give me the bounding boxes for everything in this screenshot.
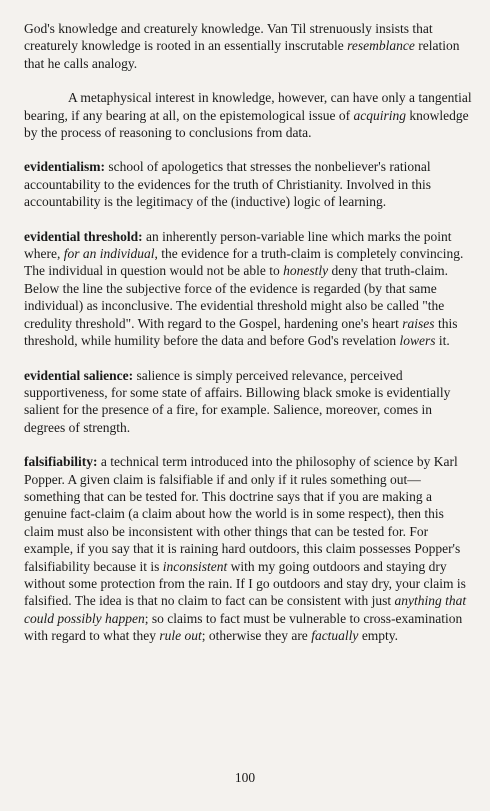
emphasis-text: resemblance xyxy=(347,38,415,54)
emphasis-text: for an individual xyxy=(63,246,155,262)
emphasis-text: inconsistent xyxy=(162,558,228,574)
emphasis-text: factually xyxy=(311,628,359,644)
body-text: relation that he calls analogy. xyxy=(24,38,460,71)
body-text: school of apologetics that stresses the nonbeliever's rational accountability to the evidences for the truth of Christianity. Involved in this accountability is the legitimacy of the (inductive) logic of learning. xyxy=(24,159,432,210)
body-text: a technical term introduced into the philosophy of science by Karl Popper. A given claim is falsifiable if and only if it rules something out—something that can be tested for. This doctrine says that if you are making a genuine fact-claim (a claim about how the world is in some respect), then this claim must also be inconsistent with other things that can be tested for. For example, if you say that it is raining hard outdoors, this claim possesses Popper's falsifiability because it is xyxy=(24,454,461,574)
emphasis-text: anything that could possibly happen xyxy=(24,593,467,626)
body-text: this threshold, while humility before the data and before God's revelation xyxy=(24,315,458,349)
paragraph-metaphysical-interest xyxy=(24,89,476,141)
glossary-entry-evidential-salience xyxy=(24,367,476,437)
body-text: ; so claims to fact must be vulnerable to cross-examination with regard to what they xyxy=(24,610,463,644)
emphasis-text: lowers xyxy=(399,333,436,349)
paragraph-analogy-continuation xyxy=(24,20,476,72)
body-text: , the evidence for a truth-claim is completely convincing. The individual in question would not be able to xyxy=(24,246,464,279)
body-text: empty. xyxy=(358,628,399,644)
body-text: salience is simply perceived relevance, perceived supportiveness, for some state of affairs. Billowing black smoke is evidentially salient for the presence of a fire, for example. Salience, moreover, comes in degrees of strength. xyxy=(24,367,451,435)
document-page xyxy=(24,20,476,662)
body-text: it. xyxy=(435,333,450,349)
glossary-entry-evidentialism xyxy=(24,158,476,210)
body-text: A metaphysical interest in knowledge, however, can have only a tangential bearing, if any bearing at all, on the epistemological issue of xyxy=(24,90,472,123)
body-text: God's knowledge and creaturely knowledge. Van Til strenuously insists that creaturely knowledge is rooted in an essentially inscrutable xyxy=(24,21,433,54)
emphasis-text: rule out xyxy=(159,628,202,644)
body-text: knowledge by the process of reasoning to conclusions from data. xyxy=(24,107,469,141)
body-text: deny that truth-claim. Below the line the subjective force of the evidence is regarded (by that same individual) as inconclusive. The evidential threshold might also be called "the credulity threshold". With regard to the Gospel, hardening one's heart xyxy=(24,263,449,331)
glossary-term: evidentialism: xyxy=(24,159,105,175)
glossary-term: falsifiability: xyxy=(24,454,98,470)
page-number: 100 xyxy=(234,770,256,785)
body-text: an inherently person-variable line which marks the point where, xyxy=(24,228,452,262)
glossary-term: evidential salience: xyxy=(24,367,134,383)
glossary-term: evidential threshold: xyxy=(24,228,143,244)
glossary-entry-falsifiability xyxy=(24,453,476,644)
emphasis-text: honestly xyxy=(283,263,329,279)
emphasis-text: raises xyxy=(402,315,435,331)
emphasis-text: acquiring xyxy=(353,107,407,123)
glossary-entry-evidential-threshold xyxy=(24,228,476,350)
body-text: with my going outdoors and staying dry without some protection from the rain. If I go outdoors and stay dry, your claim is falsified. The idea is that no claim to fact can be consistent with just xyxy=(24,558,466,609)
body-text: ; otherwise they are xyxy=(201,628,312,644)
